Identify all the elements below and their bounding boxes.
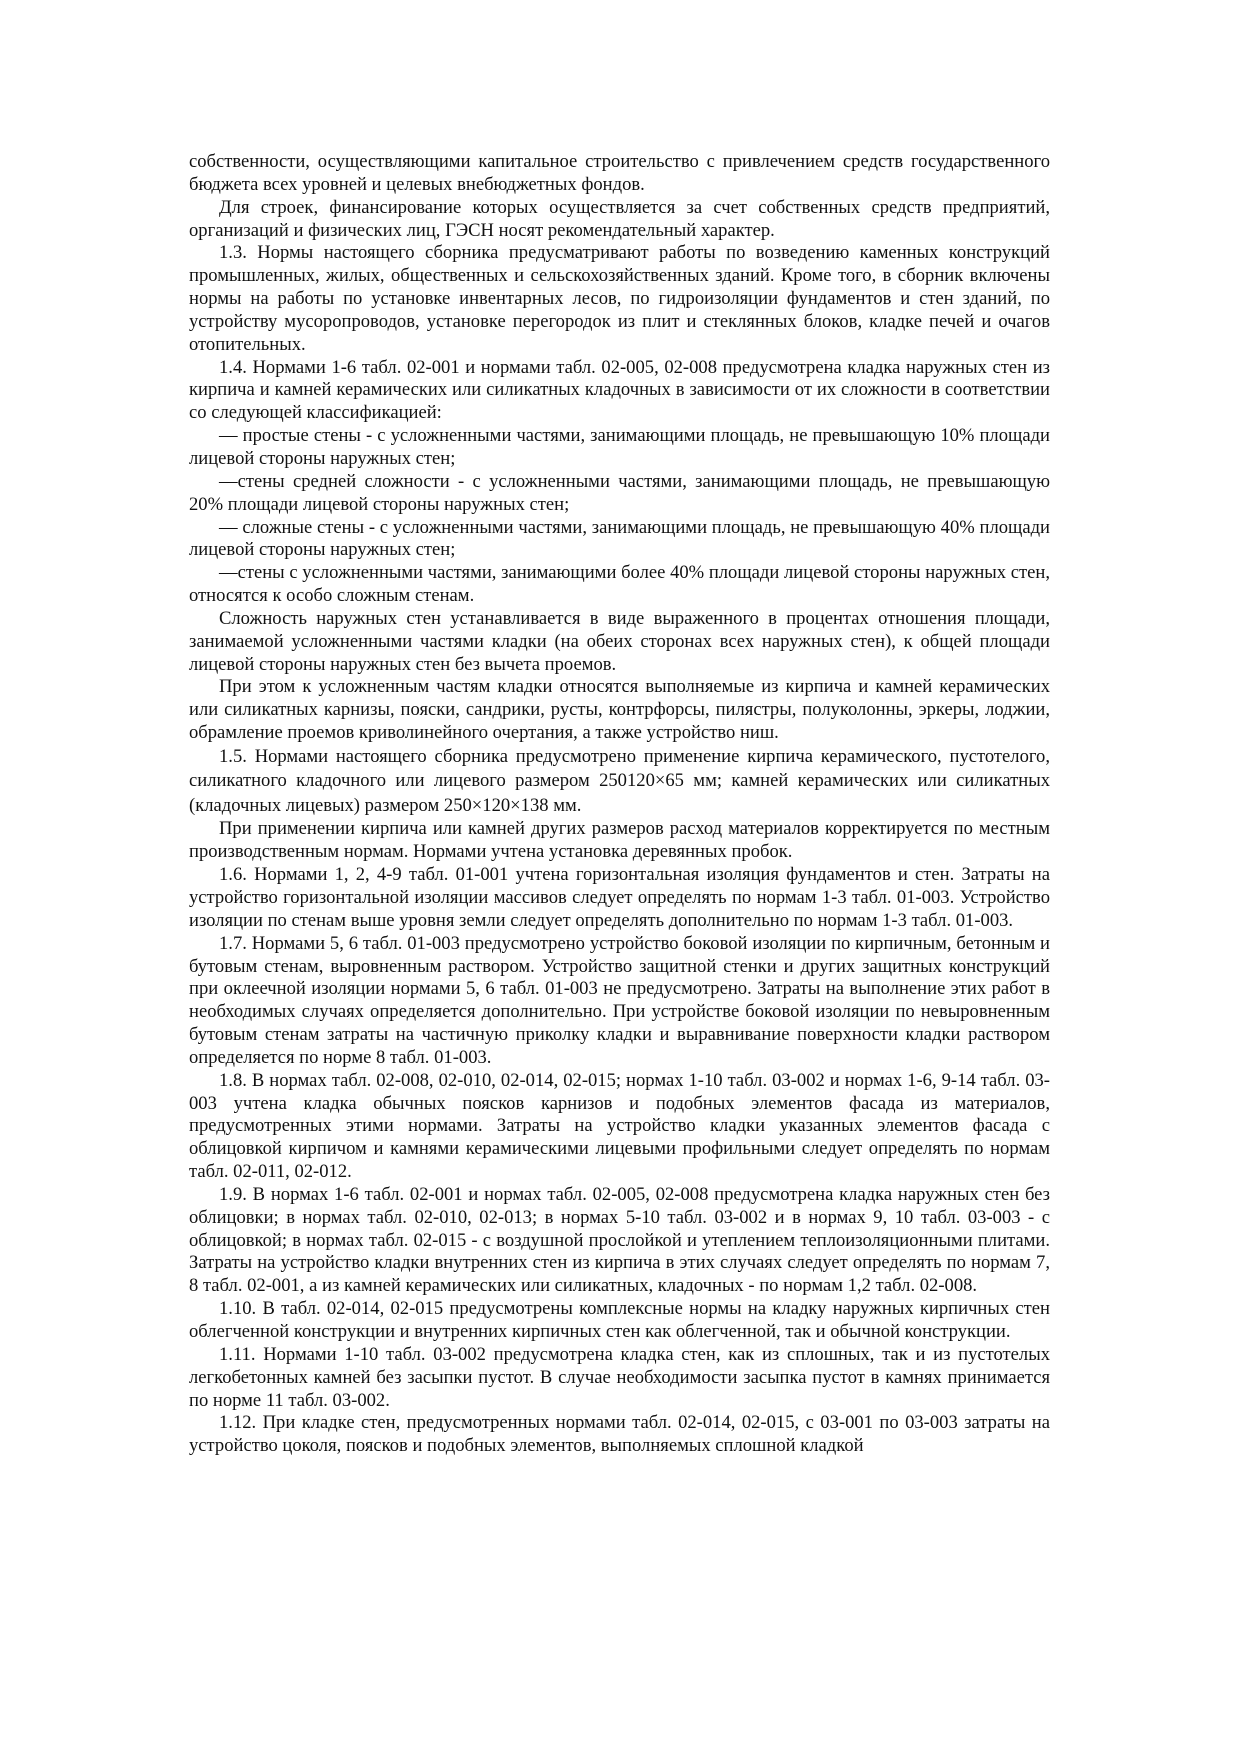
paragraph-other-sizes: При применении кирпича или камней других размеров расход материалов корректируется по местным производственным нормам. Нормами учтена установка деревянных пробок.	[189, 818, 1050, 863]
paragraph-1-10: 1.10. В табл. 02-014, 02-015 предусмотрены комплексные нормы на кладку наружных кирпичных стен облегченной конструкции и внутренних кирпичных стен как облегченной, так и обычной конструкции.	[189, 1298, 1050, 1342]
paragraph-1-3: 1.3. Нормы настоящего сборника предусматривают работы по возведению каменных конструкций промышленных, жилых, общественных и сельскохозяйственных зданий. Кроме того, в сборник включены нормы на работы по установке инвентарных лесов, по гидроизоляции фундаментов и стен зданий, по устройству мусоропроводов, установке перегородок из плит и стеклянных блоков, кладке печей и очагов отопительных.	[189, 242, 1050, 355]
paragraph-complexity: Сложность наружных стен устанавливается в виде выраженного в процентах отношения площади, занимаемой усложненными частями кладки (на обеих сторонах всех наружных стен), к общей площади лицевой стороны наружных стен без вычета проемов.	[189, 607, 1050, 675]
paragraph-complex-parts: При этом к усложненным частям кладки относятся выполняемые из кирпича и камней керамических или силикатных карнизы, пояски, сандрики, русты, контрфорсы, пилястры, полуколонны, эркеры, лоджии, обрамление проемов криволинейного очертания, а также устройство ниш.	[189, 676, 1050, 744]
paragraph-continuation: собственности, осуществляющими капитальное строительство с привлечением средств государственного бюджета всех уровней и целевых внебюджетных фондов.	[189, 151, 1050, 195]
paragraph-1-12: 1.12. При кладке стен, предусмотренных нормами табл. 02-014, 02-015, с 03-001 по 03-003 затраты на устройство цоколя, поясков и подобных элементов, выполняемых сплошной кладкой	[189, 1412, 1050, 1457]
document-body	[189, 151, 1050, 1458]
paragraph-1-9: 1.9. В нормах 1-6 табл. 02-001 и нормах табл. 02-005, 02-008 предусмотрена кладка наружных стен без облицовки; в нормах табл. 02-010, 02-013; в нормах 5-10 табл. 03-002 и в нормах 9, 10 табл. 03-003 - с облицовкой; в нормах табл. 02-015 - с воздушной прослойкой и утеплением теплоизоляционными плитами. Затраты на устройство кладки внутренних стен из кирпича в этих случаях следует определять по нормам 7, 8 табл. 02-001, а из камней керамических или силикатных, кладочных - по нормам 1,2 табл. 02-008.	[189, 1183, 1050, 1297]
paragraph-1-5: 1.5. Нормами настоящего сборника предусмотрено применение кирпича керамического, пустотелого, силикатного кладочного или лицевого размером 250120×65 мм; камней керамических или силикатных (кладочных лицевых) размером 250×120×138 мм.	[189, 745, 1050, 816]
list-item-complex-walls: — сложные стены - с усложненными частями, занимающими площадь, не превышающую 40% площади лицевой стороны наружных стен;	[189, 516, 1050, 561]
paragraph-1-6: 1.6. Нормами 1, 2, 4-9 табл. 01-001 учтена горизонтальная изоляция фундаментов и стен. Затраты на устройство горизонтальной изоляции массивов следует определять по нормам 1-3 табл. 01-003. Устройство изоляции по стенам выше уровня земли следует определять дополнительно по нормам 1-3 табл. 01-003.	[189, 864, 1050, 931]
paragraph-1-8: 1.8. В нормах табл. 02-008, 02-010, 02-014, 02-015; нормах 1-10 табл. 03-002 и нормах 1-6, 9-14 табл. 03-003 учтена кладка обычных поясков карнизов и подобных элементов фасада из материалов, предусмотренных этими нормами. Затраты на устройство кладки указанных элементов фасада с облицовкой кирпичом и камнями керамическими лицевыми профильными следует определять по нормам табл. 02-011, 02-012.	[189, 1069, 1050, 1183]
paragraph-1-4: 1.4. Нормами 1-6 табл. 02-001 и нормами табл. 02-005, 02-008 предусмотрена кладка наружных стен из кирпича и камней керамических или силикатных кладочных в зависимости от их сложности в соответствии со следующей классификацией:	[189, 356, 1050, 424]
paragraph-funding: Для строек, финансирование которых осуществляется за счет собственных средств предприятий, организаций и физических лиц, ГЭСН носят рекомендательный характер.	[189, 196, 1050, 241]
paragraph-1-11: 1.11. Нормами 1-10 табл. 03-002 предусмотрена кладка стен, как из сплошных, так и из пустотелых легкобетонных камней без засыпки пустот. В случае необходимости засыпка пустот в камнях принимается по норме 11 табл. 03-002.	[189, 1343, 1050, 1411]
list-item-very-complex-walls: —стены с усложненными частями, занимающими более 40% площади лицевой стороны наружных стен, относятся к особо сложным стенам.	[189, 562, 1050, 607]
paragraph-1-7: 1.7. Нормами 5, 6 табл. 01-003 предусмотрено устройство боковой изоляции по кирпичным, бетонным и бутовым стенам, выровненным раствором. Устройство защитной стенки и других защитных конструкций при оклеечной изоляции нормами 5, 6 табл. 01-003 не предусмотрено. Затраты на выполнение этих работ в необходимых случаях определяется дополнительно. При устройстве боковой изоляции по невыровненным бутовым стенам затраты на частичную приколку кладки и выравнивание поверхности кладки раствором определяется по норме 8 табл. 01-003.	[189, 932, 1050, 1068]
list-item-simple-walls: — простые стены - с усложненными частями, занимающими площадь, не превышающую 10% площади лицевой стороны наружных стен;	[189, 425, 1050, 469]
list-item-medium-walls: —стены средней сложности - с усложненными частями, занимающими площадь, не превышающую 20% площади лицевой стороны наружных стен;	[189, 470, 1050, 515]
